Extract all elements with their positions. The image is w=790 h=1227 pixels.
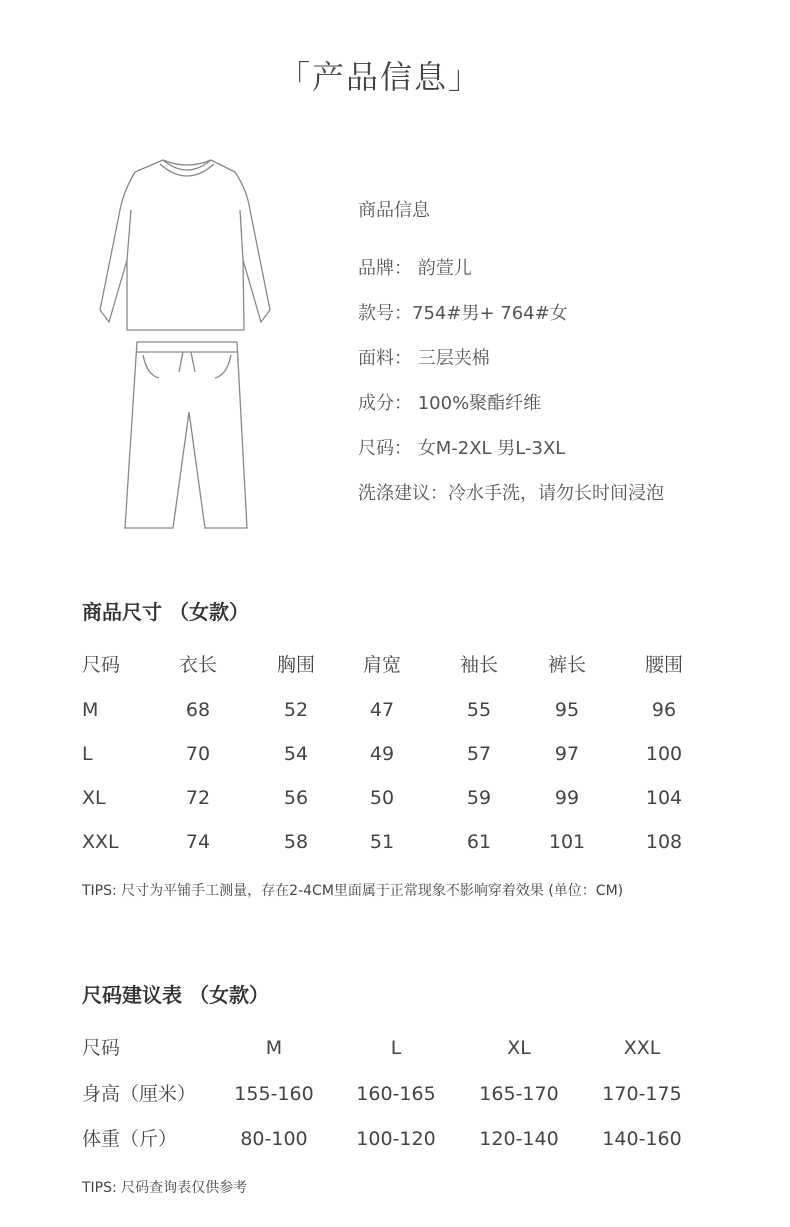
table-cell: 61 xyxy=(466,831,492,853)
header-cell: 肩宽 xyxy=(362,654,402,676)
table-cell: XL xyxy=(82,787,106,809)
table-cell: 68 xyxy=(185,699,211,721)
table-cell: 49 xyxy=(369,743,395,765)
table-row xyxy=(82,822,722,862)
table-cell: 59 xyxy=(466,787,492,809)
table-row xyxy=(82,734,722,774)
table-cell: 100 xyxy=(645,743,683,765)
table-cell: 58 xyxy=(283,831,309,853)
table-row xyxy=(82,690,722,730)
table-cell: 体重（斤） xyxy=(82,1128,178,1150)
table-row xyxy=(82,778,722,818)
header-cell: XL xyxy=(507,1037,531,1059)
suggestion-chart-tips: TIPS: 尺码查询表仅供参考 xyxy=(82,1180,248,1196)
info-washing: 洗涤建议：冷水手洗，请勿长时间浸泡 xyxy=(358,483,664,504)
table-cell: 108 xyxy=(645,831,683,853)
header-cell: 裤长 xyxy=(547,654,587,676)
header-cell: L xyxy=(390,1037,402,1059)
size-chart-title: 商品尺寸 （女款） xyxy=(82,600,249,624)
suggestion-chart-title: 尺码建议表 （女款） xyxy=(82,983,269,1007)
header-cell: M xyxy=(265,1037,283,1059)
table-cell: 身高（厘米） xyxy=(82,1083,197,1105)
table-cell: M xyxy=(82,699,99,721)
header-cell: 腰围 xyxy=(644,654,684,676)
table-cell: 57 xyxy=(466,743,492,765)
table-cell: 56 xyxy=(283,787,309,809)
pants-outline xyxy=(125,342,247,528)
table-cell: 170-175 xyxy=(602,1083,682,1105)
table-cell: 47 xyxy=(369,699,395,721)
table-cell: 70 xyxy=(185,743,211,765)
page-title: 「产品信息」 xyxy=(277,58,482,96)
size-chart-tips: TIPS: 尺寸为平铺手工测量，存在2-4CM里面属于正常现象不影响穿着效果 (单位：CM) xyxy=(82,883,624,899)
table-cell: 72 xyxy=(185,787,211,809)
table-cell: 55 xyxy=(466,699,492,721)
table-cell: 101 xyxy=(548,831,586,853)
table-cell: 95 xyxy=(554,699,580,721)
suggestion-chart-header xyxy=(82,1028,722,1068)
table-cell: 104 xyxy=(645,787,683,809)
table-cell: 120-140 xyxy=(479,1128,559,1150)
table-cell: 74 xyxy=(185,831,211,853)
table-cell: 140-160 xyxy=(602,1128,682,1150)
info-fabric: 面料： 三层夹棉 xyxy=(358,348,490,369)
shirt-outline xyxy=(100,160,270,330)
table-cell: 99 xyxy=(554,787,580,809)
table-cell: 51 xyxy=(369,831,395,853)
product-info-heading: 商品信息 xyxy=(358,200,430,221)
size-chart-header xyxy=(82,645,722,685)
table-cell: 100-120 xyxy=(356,1128,436,1150)
table-cell: L xyxy=(82,743,93,765)
table-cell: 80-100 xyxy=(240,1128,308,1150)
table-cell: 155-160 xyxy=(234,1083,314,1105)
header-cell: 尺码 xyxy=(82,1037,121,1059)
info-sizes: 尺码： 女M-2XL 男L-3XL xyxy=(358,438,566,459)
table-cell: 165-170 xyxy=(479,1083,559,1105)
table-row xyxy=(82,1119,722,1159)
info-composition: 成分： 100%聚酯纤维 xyxy=(358,393,542,414)
product-info xyxy=(358,196,664,524)
header-cell: XXL xyxy=(623,1037,661,1059)
header-cell: 胸围 xyxy=(276,654,316,676)
table-cell: 54 xyxy=(283,743,309,765)
table-row xyxy=(82,1074,722,1114)
table-cell: 97 xyxy=(554,743,580,765)
info-brand: 品牌： 韵萱儿 xyxy=(358,258,472,279)
header-cell: 袖长 xyxy=(459,654,499,676)
header-cell: 衣长 xyxy=(178,654,218,676)
table-cell: 52 xyxy=(283,699,309,721)
info-model: 款号：754#男+ 764#女 xyxy=(358,303,568,324)
pajama-illustration xyxy=(95,150,280,535)
table-cell: XXL xyxy=(82,831,119,853)
table-cell: 96 xyxy=(651,699,677,721)
table-cell: 160-165 xyxy=(356,1083,436,1105)
header-cell: 尺码 xyxy=(82,654,121,676)
table-cell: 50 xyxy=(369,787,395,809)
